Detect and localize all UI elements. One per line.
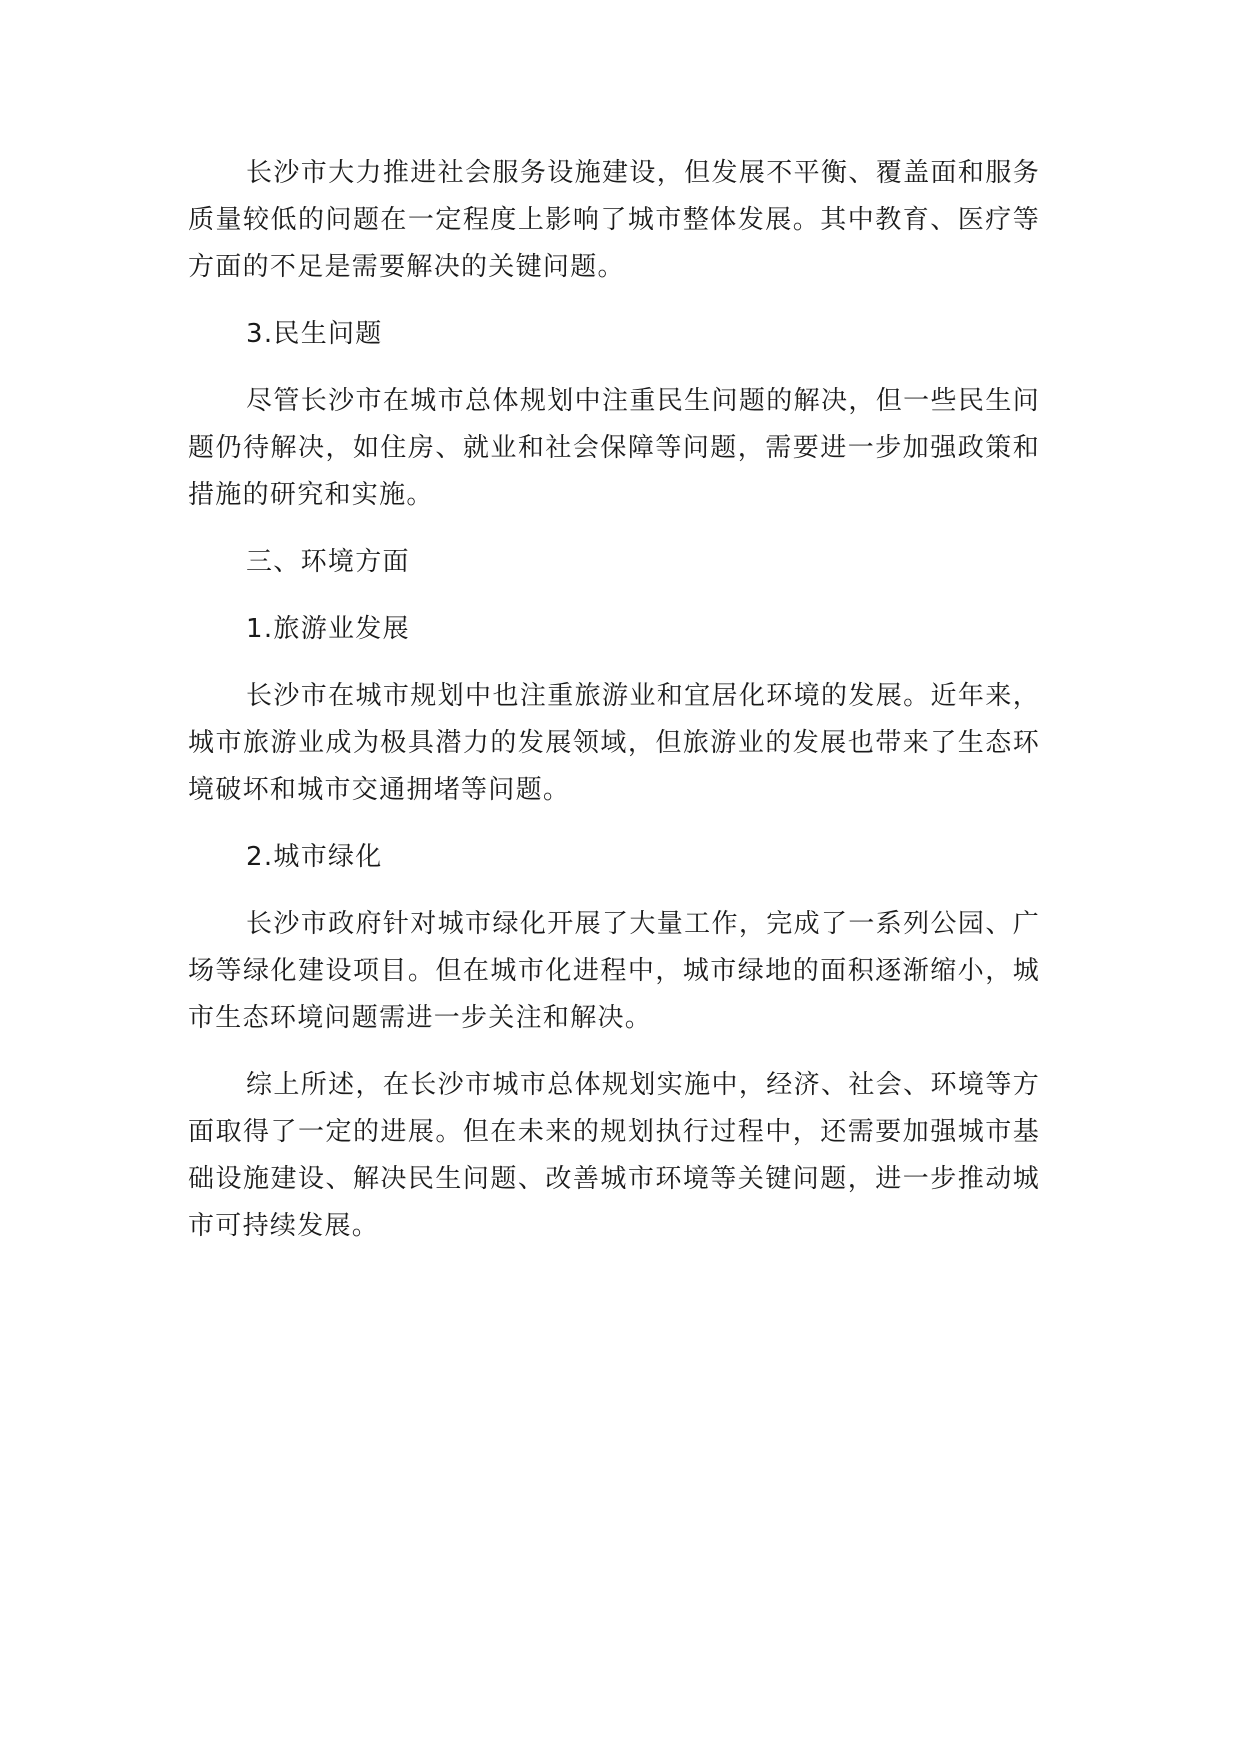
paragraph-social-facilities: 长沙市大力推进社会服务设施建设，但发展不平衡、覆盖面和服务质量较低的问题在一定程度上影响了城市整体发展。其中教育、医疗等方面的不足是需要解决的关键问题。: [188, 158, 1040, 282]
paragraph-tourism: 长沙市在城市规划中也注重旅游业和宜居化环境的发展。近年来，城市旅游业成为极具潜力的发展领域，但旅游业的发展也带来了生态环境破坏和城市交通拥堵等问题。: [188, 681, 1040, 805]
heading-livelihood-issues: 3.民生问题: [246, 319, 383, 349]
heading-tourism-development: 1.旅游业发展: [246, 614, 410, 644]
paragraph-summary: 综上所述，在长沙市城市总体规划实施中，经济、社会、环境等方面取得了一定的进展。但在未来的规划执行过程中，还需要加强城市基础设施建设、解决民生问题、改善城市环境等关键问题，进一步推动城市可持续发展。: [188, 1070, 1040, 1241]
heading-urban-greening: 2.城市绿化: [246, 842, 383, 872]
paragraph-greening: 长沙市政府针对城市绿化开展了大量工作，完成了一系列公园、广场等绿化建设项目。但在城市化进程中，城市绿地的面积逐渐缩小，城市生态环境问题需进一步关注和解决。: [188, 909, 1040, 1033]
heading-environment-section: 三、环境方面: [246, 547, 410, 577]
paragraph-livelihood: 尽管长沙市在城市总体规划中注重民生问题的解决，但一些民生问题仍待解决，如住房、就业和社会保障等问题，需要进一步加强政策和措施的研究和实施。: [188, 386, 1040, 510]
document-body: [188, 150, 1040, 1270]
